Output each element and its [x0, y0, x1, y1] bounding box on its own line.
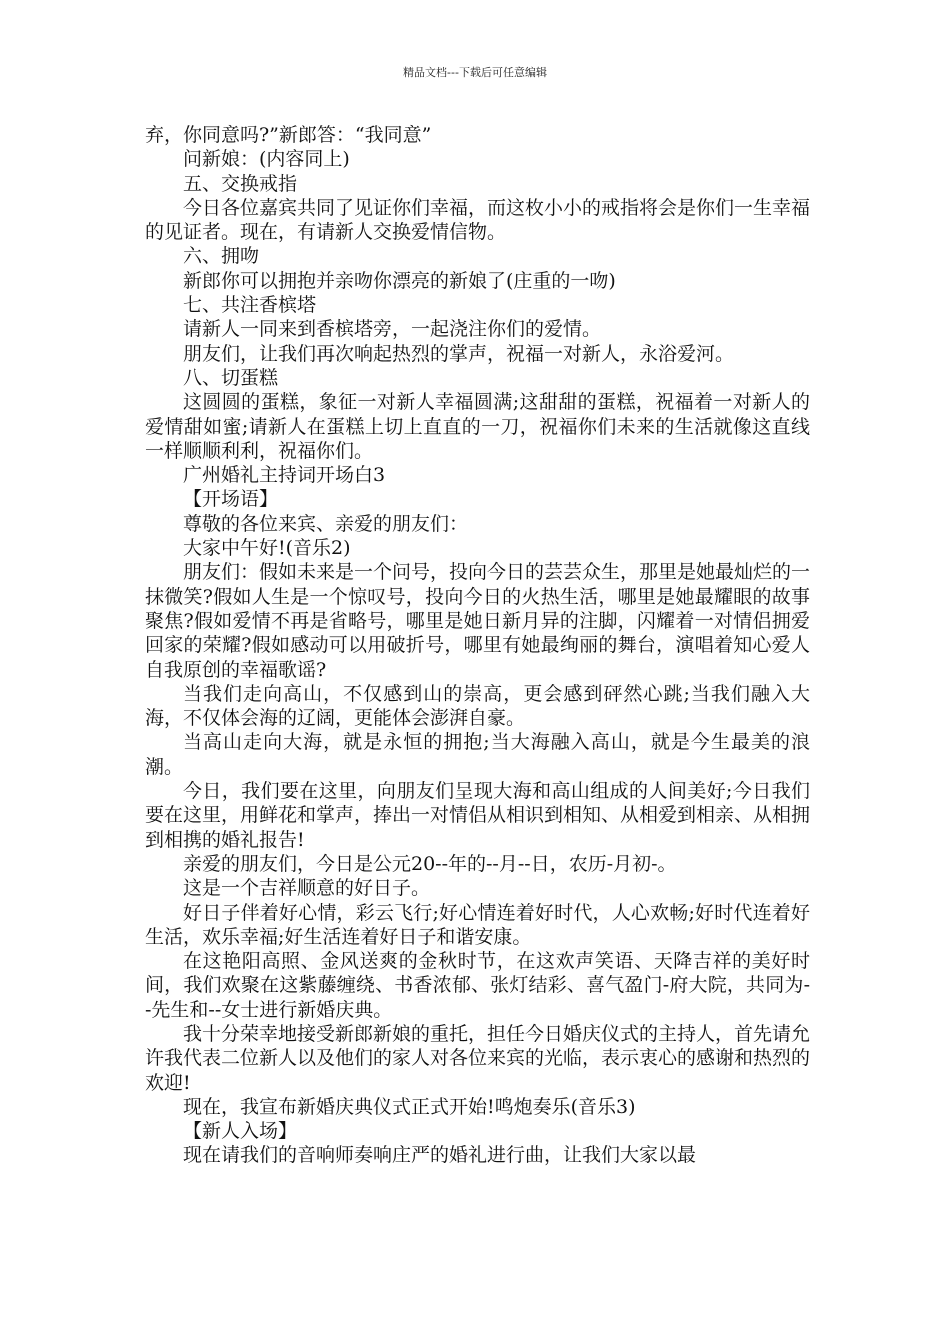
document-body	[145, 123, 810, 1168]
paragraph: 广州婚礼主持词开场白3	[183, 464, 386, 487]
paragraph: 【新人入场】	[183, 1120, 298, 1143]
paragraph: 六、拥吻	[183, 245, 260, 268]
paragraph: 尊敬的各位来宾、亲爱的朋友们：	[183, 512, 469, 535]
paragraph: 朋友们：假如未来是一个问号，投向今日的芸芸众生，那里是她最灿烂的一抹微笑?假如人生是一个惊叹号，投向今日的火热生活，哪里是她最耀眼的故事聚焦?假如爱情不再是省略号，哪里是她日新月异的注脚，闪耀着一对情侣拥爱回家的荣耀?假如感动可以用破折号，哪里有她最绚丽的舞台，演唱着知心爱人自我原创的幸福歌谣?	[145, 561, 811, 681]
paragraph: 八、切蛋糕	[183, 366, 279, 389]
paragraph: 在这艳阳高照、金风送爽的金秋时节，在这欢声笑语、天降吉祥的美好时间，我们欢聚在这紫藤缠绕、书香浓郁、张灯结彩、喜气盈门-府大院，共同为--先生和--女士进行新婚庆典。	[145, 950, 810, 1021]
paragraph: 今日，我们要在这里，向朋友们呈现大海和高山组成的人间美好;今日我们要在这里，用鲜花和掌声，捧出一对情侣从相识到相知、从相爱到相亲、从相拥到相携的婚礼报告!	[145, 780, 811, 851]
paragraph: 亲爱的朋友们，今日是公元20--年的--月--日，农历-月初-。	[183, 852, 677, 875]
paragraph: 五、交换戒指	[183, 172, 298, 195]
paragraph: 请新人一同来到香槟塔旁，一起浇注你们的爱情。	[183, 318, 602, 341]
paragraph: 这是一个吉祥顺意的好日子。	[183, 877, 431, 900]
paragraph: 当我们走向高山，不仅感到山的崇高，更会感到砰然心跳;当我们融入大海，不仅体会海的辽阔，更能体会澎湃自豪。	[145, 682, 810, 730]
paragraph: 七、共注香槟塔	[183, 294, 317, 317]
paragraph: 大家中午好!(音乐2)	[183, 537, 351, 560]
paragraph: 新郎你可以拥抱并亲吻你漂亮的新娘了(庄重的一吻)	[183, 269, 616, 292]
paragraph: 现在，我宣布新婚庆典仪式正式开始!鸣炮奏乐(音乐3)	[183, 1095, 636, 1118]
paragraph: 朋友们，让我们再次响起热烈的掌声，祝福一对新人，永浴爱河。	[183, 342, 735, 365]
paragraph: 这圆圆的蛋糕，象征一对新人幸福圆满;这甜甜的蛋糕，祝福着一对新人的爱情甜如蜜;请新人在蛋糕上切上直直的一刀，祝福你们未来的生活就像这直线一样顺顺利利，祝福你们。	[145, 391, 810, 462]
paragraph: 问新娘：(内容同上)	[183, 148, 350, 171]
paragraph: 现在请我们的音响师奏响庄严的婚礼进行曲，让我们大家以最	[183, 1144, 697, 1167]
paragraph: 今日各位嘉宾共同了见证你们幸福，而这枚小小的戒指将会是你们一生幸福的见证者。现在，有请新人交换爱情信物。	[145, 196, 811, 244]
paragraph: 【开场语】	[183, 488, 279, 511]
paragraph: 当高山走向大海，就是永恒的拥抱;当大海融入高山，就是今生最美的浪潮。	[145, 731, 810, 778]
paragraph: 我十分荣幸地接受新郎新娘的重托，担任今日婚庆仪式的主持人，首先请允许我代表二位新人以及他们的家人对各位来宾的光临，表示衷心的感谢和热烈的欢迎!	[145, 1022, 811, 1094]
paragraph: 好日子伴着好心情，彩云飞行;好心情连着好时代，人心欢畅;好时代连着好生活，欢乐幸福;好生活连着好日子和谐安康。	[145, 901, 810, 948]
paragraph: 弃，你同意吗?”新郎答：“我同意”	[145, 124, 432, 146]
page-header: 精品文档---下载后可任意编辑	[403, 66, 547, 79]
